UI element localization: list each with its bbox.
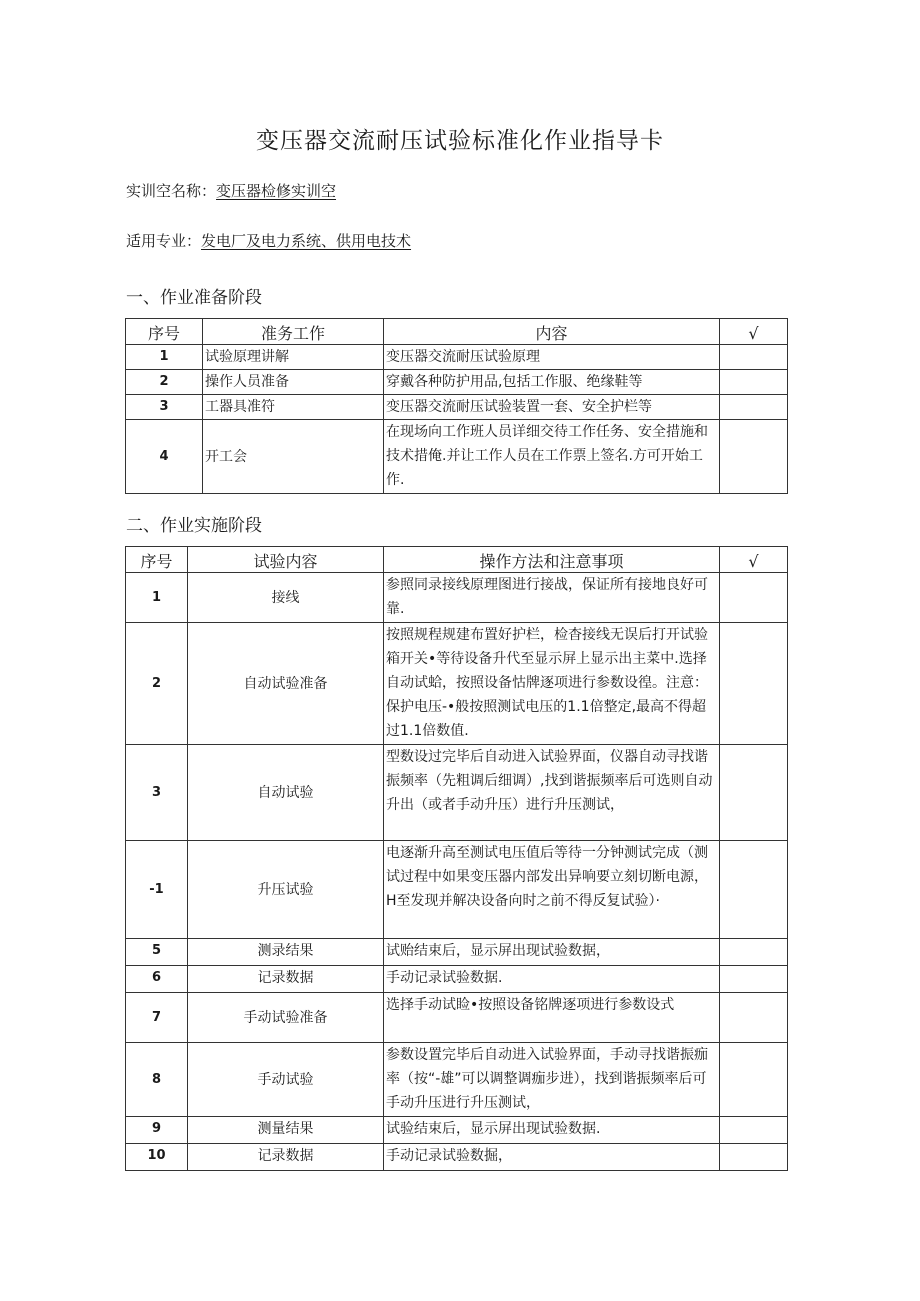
row-check (720, 573, 788, 623)
table-row (126, 993, 788, 1043)
row-item: 记录数据 (188, 1144, 384, 1171)
row-check (720, 370, 788, 395)
impl-header-method: 操作方法和注意事项 (384, 547, 720, 573)
row-method: 手动记录试验数据. (384, 966, 720, 993)
table-row (126, 395, 788, 420)
table-row (126, 370, 788, 395)
row-method: 试验结束后，显示屏出现试验数据. (384, 1117, 720, 1144)
row-number: 1 (126, 345, 203, 370)
row-item: 手动试验准备 (188, 993, 384, 1043)
row-check (720, 966, 788, 993)
row-check (720, 345, 788, 370)
table-row (126, 420, 788, 494)
row-number: 3 (126, 745, 188, 841)
table-row (126, 745, 788, 841)
row-number: 7 (126, 993, 188, 1043)
applicable-major-line (126, 230, 411, 251)
row-content: 穿戴各种防护用品,包括工作服、绝缘鞋等 (384, 370, 720, 395)
row-check (720, 420, 788, 494)
prep-table (125, 318, 788, 494)
row-item: 测量结果 (188, 1117, 384, 1144)
row-item: 接线 (188, 573, 384, 623)
row-number: 8 (126, 1043, 188, 1117)
row-task: 开工会 (203, 420, 384, 494)
table-row (126, 841, 788, 939)
training-room-value: 变压器检修实训空 (216, 182, 337, 200)
row-task: 工器具准符 (203, 395, 384, 420)
impl-table (125, 546, 788, 1171)
row-number: 2 (126, 623, 188, 745)
row-check (720, 1117, 788, 1144)
row-number: 10 (126, 1144, 188, 1171)
row-number: 3 (126, 395, 203, 420)
row-method: 选择手动试睑•按照设备铭牌逐项进行参数设式 (384, 993, 720, 1043)
training-room-line (126, 180, 336, 201)
row-method: 参数设置完毕后自动进入试验界面，手动寻找谐振痂率（按“-雄”可以调整调痂步进），找到谐振频率后可手动升压进行升压测试， (384, 1043, 720, 1117)
page-title: 变压器交流耐压试验标准化作业指导卡 (256, 128, 664, 154)
section-impl-heading: 二、作业实施阶段 (126, 516, 262, 536)
row-number: 6 (126, 966, 188, 993)
section-prep-heading: 一、作业准备阶段 (126, 288, 262, 308)
row-content: 变压器交流耐压试验原理 (384, 345, 720, 370)
row-number: 4 (126, 420, 203, 494)
row-method: 参照同录接线原理图进行接战，保证所有接地良好可靠. (384, 573, 720, 623)
table-row (126, 345, 788, 370)
row-content: 在现场向工作班人员详细交待工作任务、安全措施和技术措俺.并让工作人员在工作票上签名.方可开始工作. (384, 420, 720, 494)
row-item: 记录数据 (188, 966, 384, 993)
table-row (126, 1144, 788, 1171)
impl-header-row (126, 547, 788, 573)
row-check (720, 993, 788, 1043)
row-number: 5 (126, 939, 188, 966)
row-check (720, 841, 788, 939)
row-item: 手动试验 (188, 1043, 384, 1117)
row-method: 按照规程规建布置好护栏，检杳接线无误后打开试验箱开关•等待设备升代至显示屏上显示出主菜中.选择自动试蛤，按照设备怙牌逐项进行参数设徨。注意：保护电压-•般按照测试电压的1.1倍整定,最高不得超过1.1倍数值. (384, 623, 720, 745)
row-check (720, 395, 788, 420)
table-row (126, 939, 788, 966)
row-check (720, 1144, 788, 1171)
row-item: 自动试验准备 (188, 623, 384, 745)
row-task: 操作人员准备 (203, 370, 384, 395)
row-method: 手动记录试验数掘， (384, 1144, 720, 1171)
row-method: 试贻结束后，显示屏出现试验数据， (384, 939, 720, 966)
applicable-major-value: 发电厂及电力系统、供用电技术 (201, 232, 412, 250)
row-item: 自动试验 (188, 745, 384, 841)
row-check (720, 623, 788, 745)
prep-header-content: 内容 (384, 319, 720, 345)
table-row (126, 623, 788, 745)
prep-header-row (126, 319, 788, 345)
row-check (720, 1043, 788, 1117)
impl-header-check: √ (720, 547, 788, 573)
row-method: 型数设过完毕后自动进入试验界面，仪器自动寻找谐振频率（先粗调后细调）,找到谐振频率后可选则自动升出（或者手动升压）进行升压测试， (384, 745, 720, 841)
impl-header-item: 试验内容 (188, 547, 384, 573)
row-content: 变压器交流耐压试验装置一套、安全护栏等 (384, 395, 720, 420)
prep-header-no: 序号 (126, 319, 203, 345)
row-number: -1 (126, 841, 188, 939)
row-number: 1 (126, 573, 188, 623)
table-row (126, 966, 788, 993)
row-method: 电逐渐升高至测试电压值后等待一分钟测试完成（测试过程中如果变压器内部发出异响要立刻切断电源，H至发现并解决设备向时之前不得反复试验）· (384, 841, 720, 939)
table-row (126, 1043, 788, 1117)
impl-header-no: 序号 (126, 547, 188, 573)
row-check (720, 745, 788, 841)
row-task: 试验原理讲解 (203, 345, 384, 370)
applicable-major-label: 适用专业： (126, 232, 202, 250)
row-number: 9 (126, 1117, 188, 1144)
training-room-label: 实训空名称： (126, 182, 217, 200)
row-number: 2 (126, 370, 203, 395)
prep-header-check: √ (720, 319, 788, 345)
row-item: 测录结果 (188, 939, 384, 966)
table-row (126, 573, 788, 623)
prep-header-task: 准务工作 (203, 319, 384, 345)
table-row (126, 1117, 788, 1144)
row-check (720, 939, 788, 966)
row-item: 升压试验 (188, 841, 384, 939)
